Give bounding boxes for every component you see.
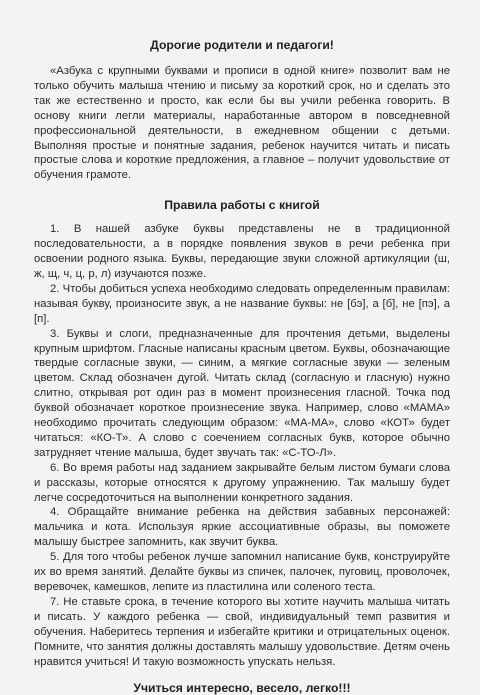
rule-item: 3. Буквы и слоги, предназначенные для прочтения детьми, выделены крупным шрифтом. Гласные написаны красным цветом. Буквы, обозначающие твердые согласные звуки, — синим, а мягкие согласные звуки — зеленым цветом. Склад обозначен дугой. Читать склад (согласную и гласную) нужно слитно, открывая рот один раз в момент произнесения гласной. Точка под буквой обозначает короткое произнесение звука. Например, слово «МАМА» необходимо прочитать следующим образом: «МА-МА», слово «КОТ» будет читаться: «КО-Т». А слово с соечением согласных букв, которое обычно затрудняет чтение малыша, будет звучать так: «С-ТО-Л». [34,327,450,459]
rule-item: 1. В нашей азбуке буквы представлены не в традиционной последовательности, а в порядке появления звуков в речи ребенка при освоении родного языка. Буквы, передающие звуки сложной артикуляции (ш, ж, щ, ч, ц, р, л) изучаются позже. [34,223,450,280]
rules-heading: Правила работы с книгой [164,198,320,213]
rule-item: 2. Чтобы добиться успеха необходимо следовать определенным правилам: называя букву, произносите звук, а не название буквы: не [бэ], а [б], не [пэ], а [п]. [34,282,450,325]
rule-item: 6. Во время работы над заданием закрывайте белым листом бумаги слова и рассказы, которые относятся к другому упражнению. Так малышу будет легче сосредоточиться на выполнении конкретного задания. [34,461,450,504]
rules-list [34,222,450,669]
intro-paragraph: «Азбука с крупными буквами и прописи в одной книге» позволит вам не только обучить малыша чтению и письму за короткий срок, но и сделать это так же естественно и просто, как если бы вы учили ребенка говорить. В основу книги легли материалы, наработанные автором в повседневной профессиональной деятельности, в ежедневном общении с детьми. Выполняя простые и понятные задания, ребенок научится читать и писать простые слова и короткие предложения, а главное – получит удовольствие от обучения грамоте. [34,65,450,182]
rule-item: 7. Не ставьте срока, в течение которого вы хотите научить малыша читать и писать. У каждого ребенка — свой, индивидуальный темп развития и обучения. Наберитесь терпения и избегайте критики и отрицательных оценок. Помните, что занятия должны доставлять малышу удовольствие. Детям очень нравится учиться! И такую возможность упускать нельзя. [34,595,450,668]
rule-item: 4. Обращайте внимание ребенка на действия забавных персонажей: мальчика и кота. Используя яркие ассоциативные образы, вы поможете малышу быстрее запомнить, как звучит буква. [34,506,450,549]
closing-line: Учиться интересно, весело, легко!!! [133,681,351,695]
page-title: Дорогие родители и педагоги! [150,38,334,52]
rule-item: 5. Для того чтобы ребенок лучше запомнил написание букв, конструируйте их во время занятий. Делайте буквы из спичек, палочек, пуговиц, проволочек, веревочек, камешков, лепите из пластилина или соленого теста. [34,551,450,593]
